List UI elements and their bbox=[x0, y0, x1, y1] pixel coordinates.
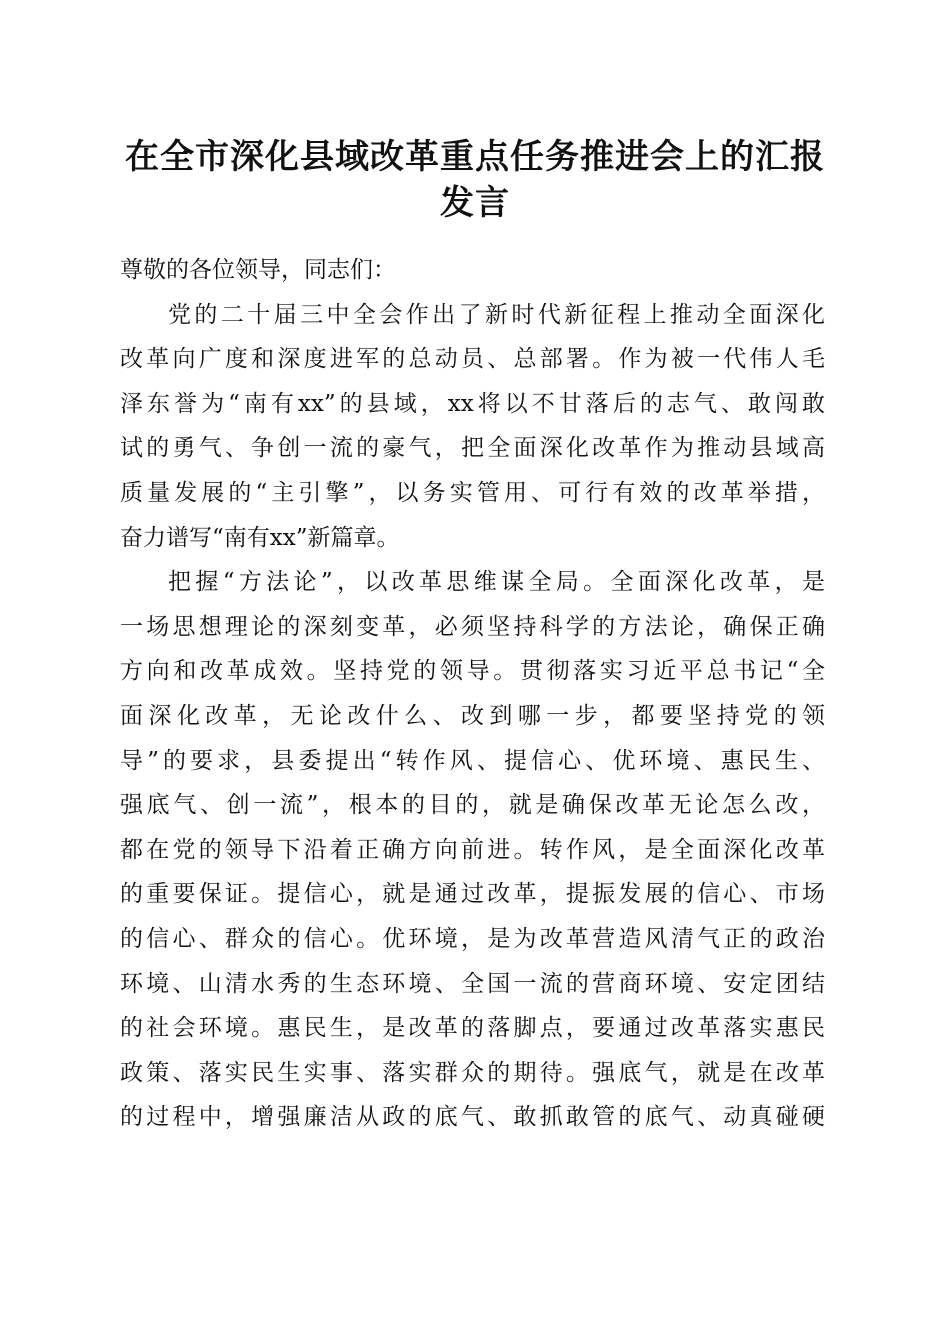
text-line: 方向和改革成效。坚持党的领导。贯彻落实习近平总书记“全 bbox=[120, 658, 825, 685]
page-title bbox=[110, 134, 840, 226]
text-line: 泽东誉为“南有xx”的县域，xx将以不甘落后的志气、敢闯敢 bbox=[120, 390, 825, 417]
text-line: 奋力谱写“南有xx”新篇章。 bbox=[120, 524, 400, 551]
text-line: 把握“方法论”，以改革思维谋全局。全面深化改革，是 bbox=[168, 569, 825, 596]
text-line: 试的勇气、争创一流的豪气，把全面深化改革作为推动县域高 bbox=[120, 435, 825, 462]
text-line: 环境、山清水秀的生态环境、全国一流的营商环境、安定团结 bbox=[120, 970, 825, 997]
title-line: 在全市深化县域改革重点任务推进会上的汇报 bbox=[125, 137, 825, 177]
text-line: 一场思想理论的深刻变革，必须坚持科学的方法论，确保正确 bbox=[120, 613, 825, 640]
text-line: 的过程中，增强廉洁从政的底气、敢抓敢管的底气、动真碰硬 bbox=[120, 1104, 825, 1131]
text-line: 强底气、创一流”，根本的目的，就是确保改革无论怎么改， bbox=[120, 792, 825, 819]
text-line: 面深化改革，无论改什么、改到哪一步，都要坚持党的领 bbox=[120, 702, 825, 729]
text-line: 的信心、群众的信心。优环境，是为改革营造风清气正的政治 bbox=[120, 925, 825, 952]
paragraph-2 bbox=[120, 560, 825, 1140]
salutation: 尊敬的各位领导，同志们： bbox=[120, 257, 396, 283]
text-line: 都在党的领导下沿着正确方向前进。转作风，是全面深化改革 bbox=[120, 836, 825, 863]
text-line: 的重要保证。提信心，就是通过改革，提振发展的信心、市场 bbox=[120, 881, 825, 908]
text-line: 政策、落实民生实事、落实群众的期待。强底气，就是在改革 bbox=[120, 1059, 825, 1086]
text-line: 导”的要求，县委提出“转作风、提信心、优环境、惠民生、 bbox=[120, 747, 825, 774]
text-line: 改革向广度和深度进军的总动员、总部署。作为被一代伟人毛 bbox=[120, 346, 825, 373]
text-line: 的社会环境。惠民生，是改革的落脚点，要通过改革落实惠民 bbox=[120, 1015, 825, 1042]
paragraph-1 bbox=[120, 293, 825, 561]
text-line: 党的二十届三中全会作出了新时代新征程上推动全面深化 bbox=[168, 301, 825, 328]
title-line: 发言 bbox=[440, 183, 510, 223]
document-body bbox=[120, 248, 825, 1140]
text-line: 质量发展的“主引擎”，以务实管用、可行有效的改革举措， bbox=[120, 479, 825, 506]
